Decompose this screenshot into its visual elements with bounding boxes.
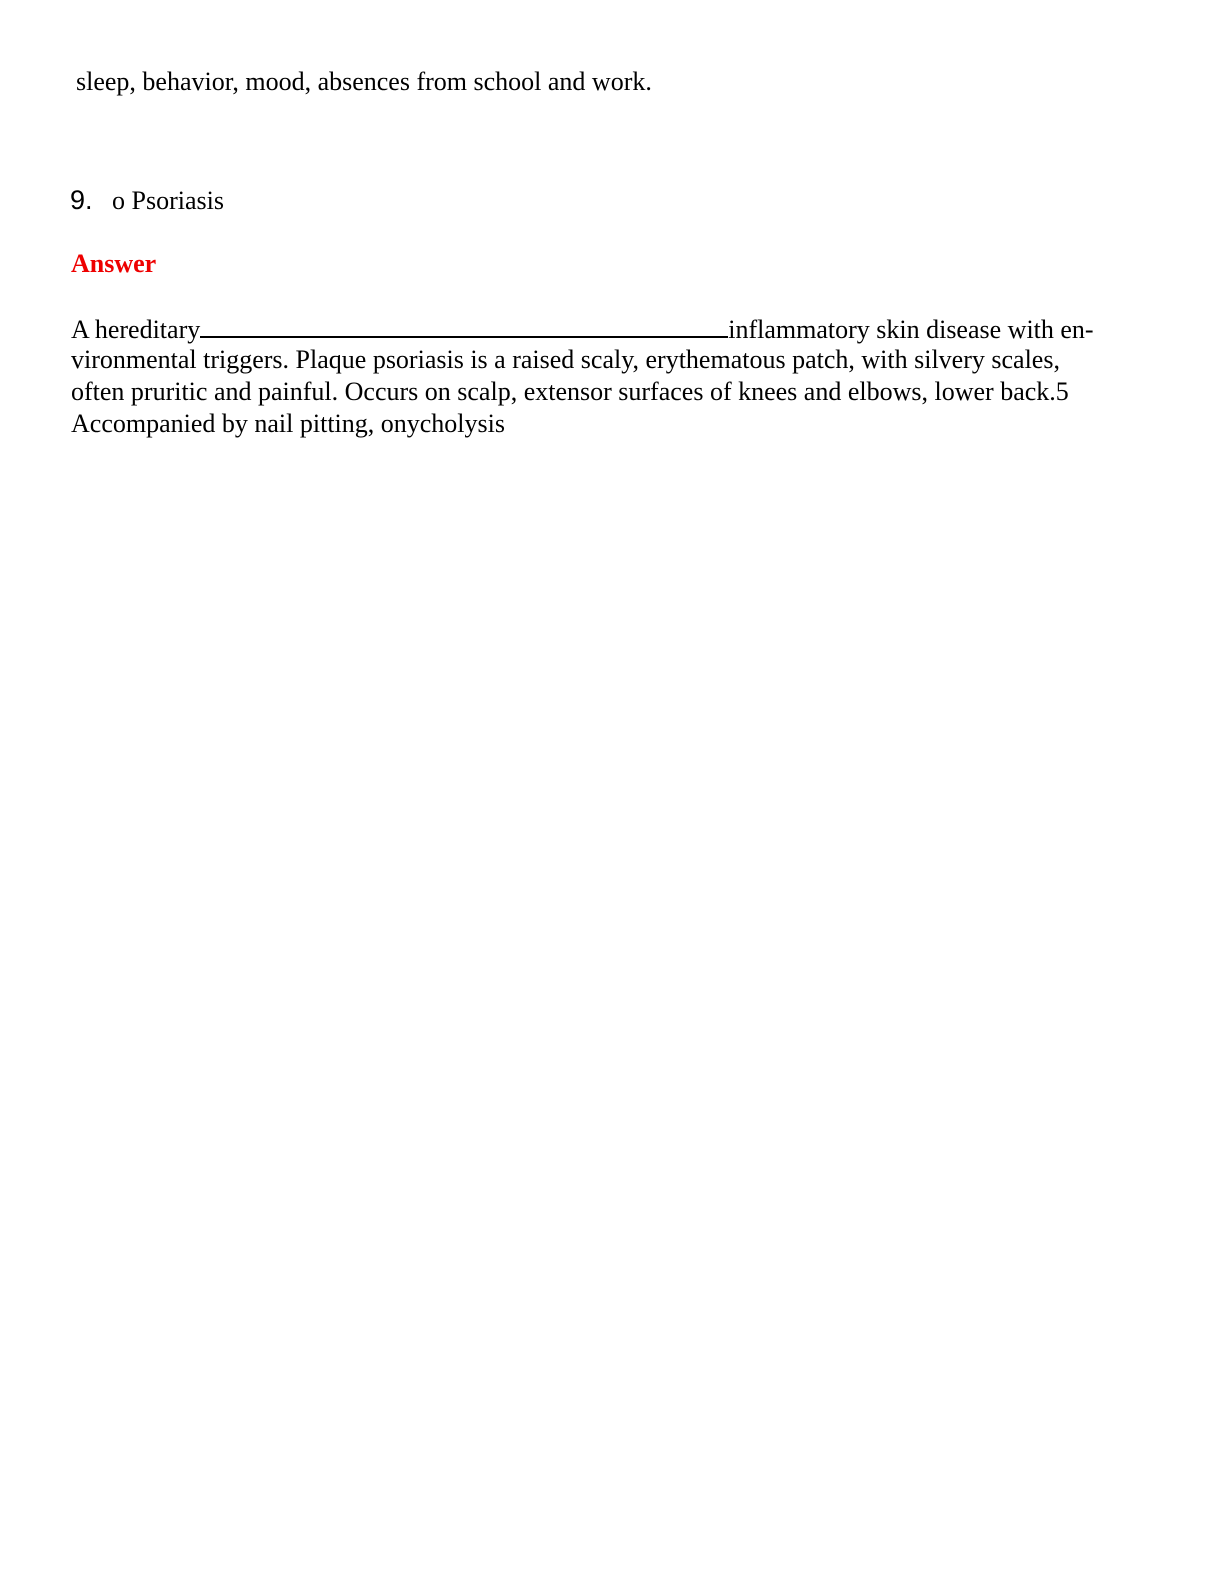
question-item <box>70 182 224 223</box>
fill-in-blank <box>200 312 728 338</box>
answer-line-2: vironmental triggers. Plaque psoriasis is a raised scaly, erythematous patch, with silvery scales, <box>71 345 1060 374</box>
answer-line-1-end: inflammatory skin disease with en- <box>728 315 1094 344</box>
answer-label: Answer <box>71 249 157 278</box>
answer-body <box>71 312 1161 440</box>
continuation-text: sleep, behavior, mood, absences from school and work. <box>76 67 652 96</box>
question-number: 9. <box>70 185 93 215</box>
answer-line-4: Accompanied by nail pitting, onycholysis <box>71 409 505 438</box>
answer-line-3: often pruritic and painful. Occurs on scalp, extensor surfaces of knees and elbows, lower back.5 <box>71 377 1069 406</box>
answer-line-1-start: A hereditary <box>71 315 201 344</box>
answer-line-1 <box>71 312 1161 344</box>
question-text: o Psoriasis <box>112 186 224 215</box>
